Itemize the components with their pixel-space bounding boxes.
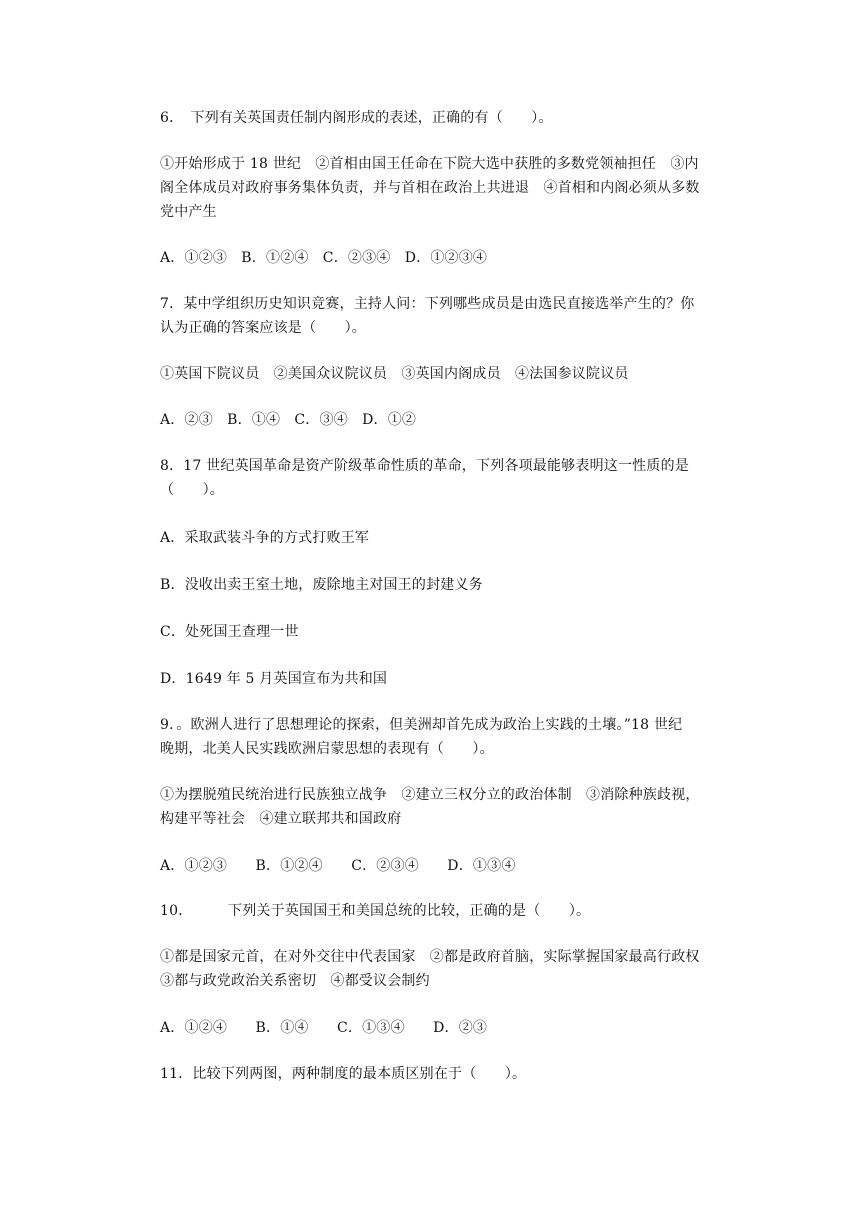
question-6-items-line-1: ①开始形成于 18 世纪 ②首相由国王任命在下院大选中获胜的多数党领袖担任 ③内 bbox=[160, 156, 699, 172]
question-8-option-d: D．1649 年 5 月英国宣布为共和国 bbox=[160, 671, 388, 687]
question-9-items-line-2: 构建平等社会 ④建立联邦共和国政府 bbox=[160, 811, 402, 827]
question-10-stem: 10． 下列关于英国国王和美国总统的比较，正确的是（ ）。 bbox=[160, 903, 591, 919]
question-9-options: A．①②③ B．①②④ C．②③④ D．①③④ bbox=[160, 858, 516, 874]
question-6-items-line-3: 党中产生 bbox=[160, 204, 217, 220]
question-11-stem: 11．比较下列两图，两种制度的最本质区别在于（ ）。 bbox=[160, 1066, 527, 1082]
question-9-items-line-1: ①为摆脱殖民统治进行民族独立战争 ②建立三权分立的政治体制 ③消除种族歧视， bbox=[160, 787, 700, 803]
question-6-options: A．①②③ B．①②④ C．②③④ D．①②③④ bbox=[160, 250, 488, 266]
question-7-items: ①英国下院议员 ②美国众议院议员 ③英国内阁成员 ④法国参议院议员 bbox=[160, 366, 629, 382]
question-8-option-c: C．处死国王查理一世 bbox=[160, 624, 299, 640]
question-8-option-b: B．没收出卖王室土地，废除地主对国王的封建义务 bbox=[160, 577, 483, 593]
question-10-items-line-1: ①都是国家元首，在对外交往中代表国家 ②都是政府首脑，实际掌握国家最高行政权 bbox=[160, 949, 700, 965]
question-10-options: A．①②④ B．①④ C．①③④ D．②③ bbox=[160, 1020, 488, 1036]
question-9-stem-line-1: 9．。欧洲人进行了思想理论的探索，但美洲却首先成为政治上实践的土壤。”18 世纪 bbox=[160, 717, 683, 733]
question-6-stem: 6． 下列有关英国责任制内阁形成的表述，正确的有（ ）。 bbox=[160, 110, 553, 126]
question-8-option-a: A．采取武装斗争的方式打败王军 bbox=[160, 530, 370, 546]
question-8-stem-line-2: （ ）。 bbox=[160, 482, 224, 498]
question-6-items-line-2: 阁全体成员对政府事务集体负责，并与首相在政治上共进退 ④首相和内阁必须从多数 bbox=[160, 180, 700, 196]
question-9-stem-line-2: 晚期，北美人民实践欧洲启蒙思想的表现有（ ）。 bbox=[160, 741, 494, 757]
question-7-stem-line-1: 7．某中学组织历史知识竞赛，主持人问：下列哪些成员是由选民直接选举产生的？你 bbox=[160, 296, 695, 312]
question-7-options: A．②③ B．①④ C．③④ D．①② bbox=[160, 412, 417, 428]
question-10-items-line-2: ③都与政党政治关系密切 ④都受议会制约 bbox=[160, 973, 430, 989]
question-8-stem-line-1: 8．17 世纪英国革命是资产阶级革命性质的革命，下列各项最能够表明这一性质的是 bbox=[160, 458, 689, 474]
question-7-stem-line-2: 认为正确的答案应该是（ ）。 bbox=[160, 320, 366, 336]
